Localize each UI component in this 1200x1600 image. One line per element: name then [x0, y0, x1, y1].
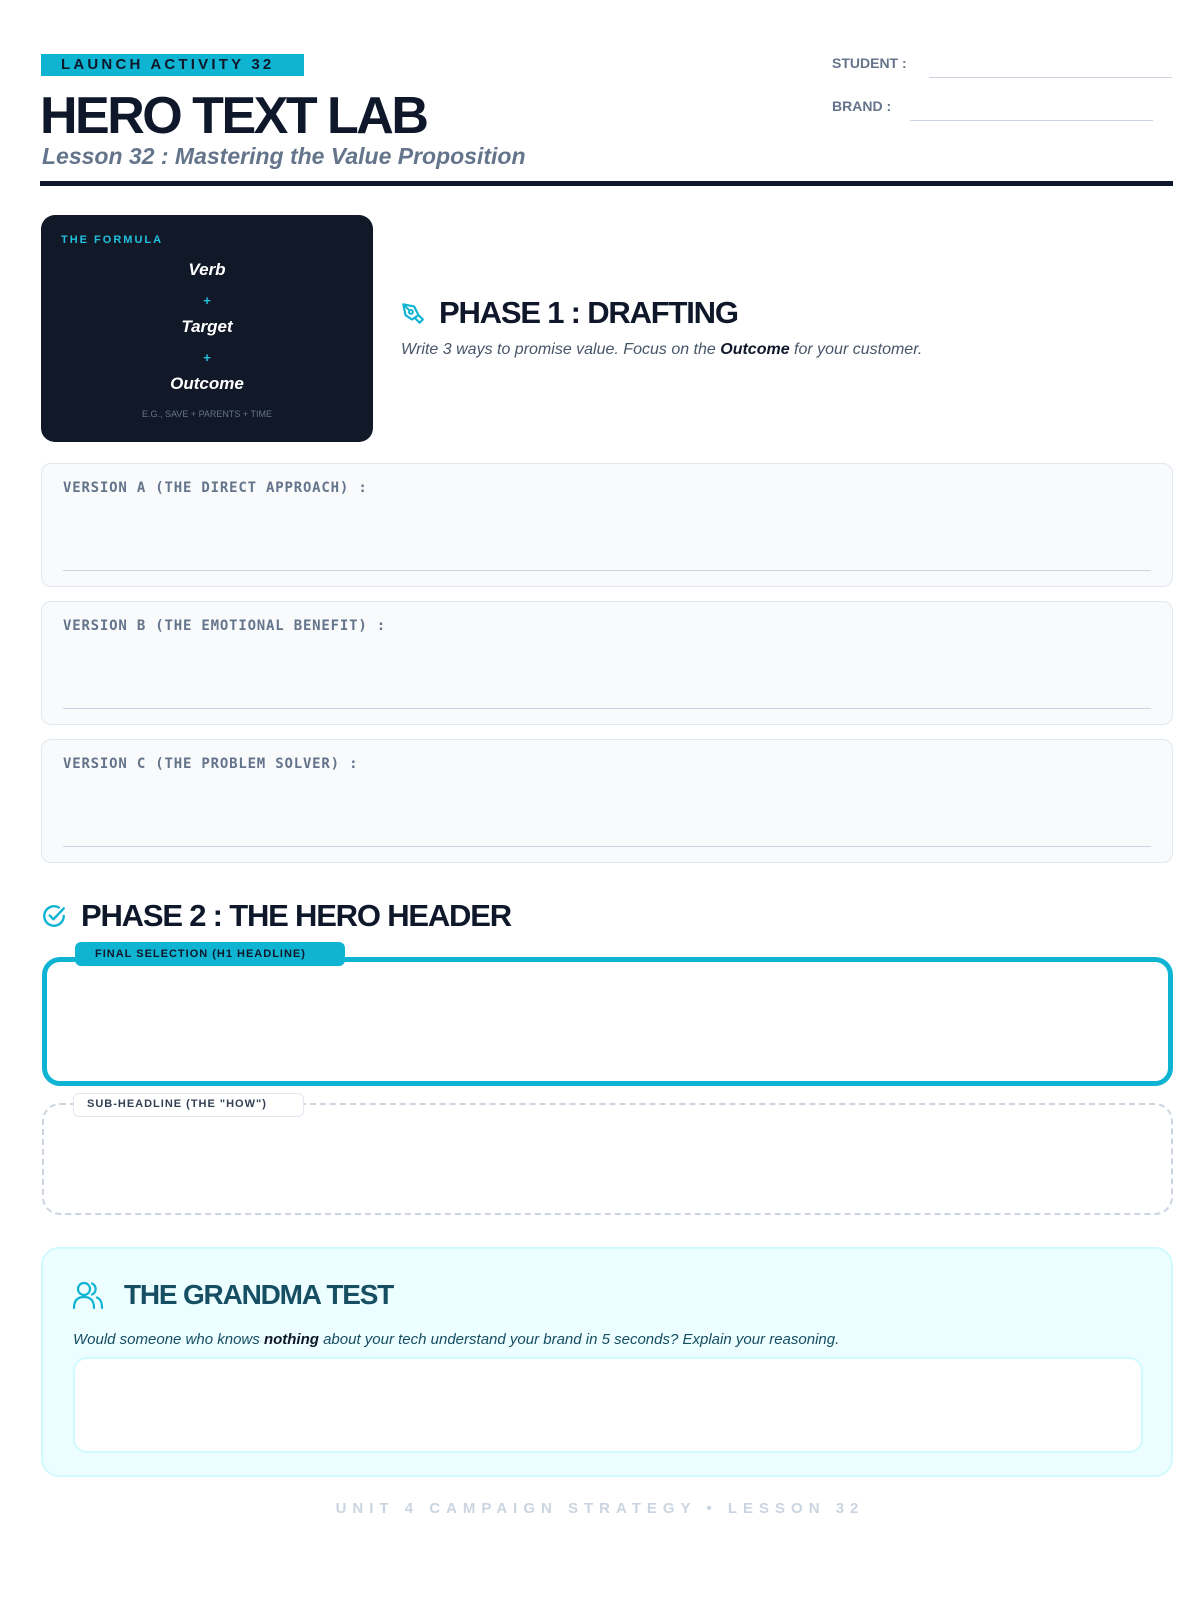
formula-example: E.G., SAVE + PARENTS + TIME: [141, 409, 273, 419]
activity-tag: LAUNCH ACTIVITY 32: [41, 54, 304, 76]
sub-headline-label: SUB-HEADLINE (THE "HOW"): [73, 1093, 304, 1117]
page-subtitle: Lesson 32 : Mastering the Value Proposition: [42, 143, 526, 169]
check-circle-icon: [41, 903, 67, 929]
student-field[interactable]: [929, 77, 1172, 78]
grandma-desc-text-end: about your tech understand your brand in 5 seconds? Explain your reasoning.: [318, 1331, 840, 1348]
grandma-description: [73, 1331, 839, 1348]
formula-verb: Verb: [188, 260, 226, 279]
formula-kicker: THE FORMULA: [61, 234, 164, 246]
phase2-title: PHASE 2 : THE HERO HEADER: [81, 898, 511, 933]
phase1-description: [401, 341, 922, 359]
phase1-desc-bold: Outcome: [720, 341, 790, 358]
brand-label: BRAND :: [832, 98, 892, 114]
phase1-heading: [399, 295, 738, 331]
formula-outcome: Outcome: [170, 374, 244, 393]
version-b-box[interactable]: [41, 601, 1173, 725]
final-selection-label: FINAL SELECTION (H1 HEADLINE): [75, 942, 345, 966]
student-row: [832, 55, 907, 71]
formula-target: Target: [181, 317, 233, 336]
formula-plus: +: [203, 350, 211, 365]
sub-headline-field[interactable]: [42, 1103, 1173, 1215]
final-headline-field[interactable]: [42, 957, 1173, 1086]
version-c-label: VERSION C (THE PROBLEM SOLVER) :: [63, 756, 359, 772]
phase1-title: PHASE 1 : DRAFTING: [439, 295, 738, 330]
grandma-desc-text: Would someone who knows: [73, 1331, 264, 1348]
grandma-title: THE GRANDMA TEST: [124, 1279, 394, 1310]
brand-row: [832, 98, 891, 114]
phase1-desc-text-end: for your customer.: [789, 341, 923, 358]
page-footer: UNIT 4 CAMPAIGN STRATEGY • LESSON 32: [335, 1500, 865, 1517]
header-divider: [40, 181, 1173, 186]
version-a-line: [63, 570, 1151, 571]
version-a-box[interactable]: [41, 463, 1173, 587]
grandma-answer-field[interactable]: [73, 1357, 1143, 1453]
formula-card: [41, 215, 373, 442]
version-b-line: [63, 708, 1151, 709]
version-c-line: [63, 846, 1151, 847]
page-title: HERO TEXT LAB: [40, 87, 427, 145]
brand-field[interactable]: [910, 120, 1153, 121]
version-a-label: VERSION A (THE DIRECT APPROACH) :: [63, 480, 368, 496]
phase1-desc-text: Write 3 ways to promise value. Focus on the: [401, 341, 721, 358]
grandma-desc-bold: nothing: [263, 1331, 319, 1348]
grandma-heading: [72, 1279, 393, 1311]
pen-tool-icon: [399, 300, 425, 326]
formula-plus: +: [203, 293, 211, 308]
phase2-heading: [41, 898, 511, 934]
grandma-test-panel: [41, 1247, 1173, 1477]
version-c-box[interactable]: [41, 739, 1173, 863]
users-icon: [72, 1280, 104, 1310]
version-b-label: VERSION B (THE EMOTIONAL BENEFIT) :: [63, 618, 387, 634]
student-label: STUDENT :: [832, 55, 907, 71]
